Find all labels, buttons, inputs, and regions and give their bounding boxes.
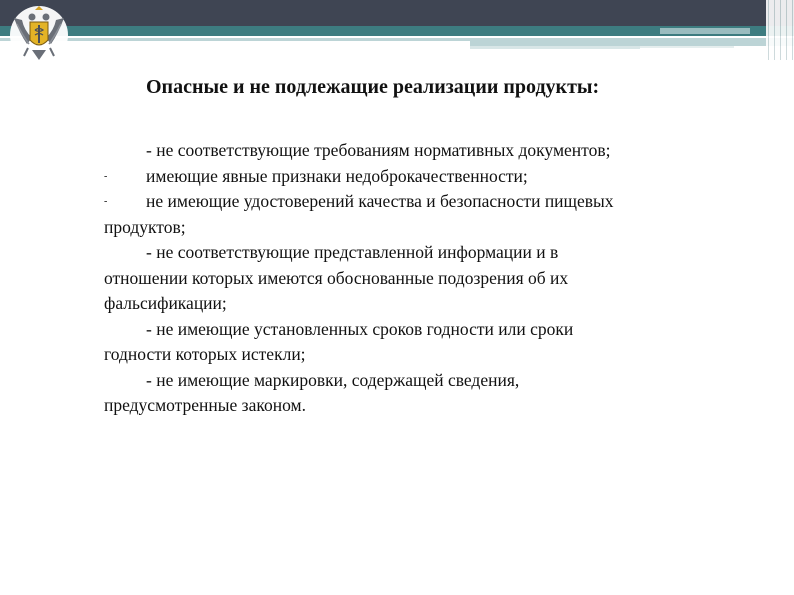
list-item-continuation: продуктов; xyxy=(104,216,186,237)
list-item xyxy=(104,189,754,215)
header-divider-line xyxy=(470,38,794,46)
header-dark-bar xyxy=(0,0,794,26)
list-item xyxy=(104,164,754,190)
list-item-continuation: фальсификации; xyxy=(104,293,227,313)
list-item-continuation: отношении которых имеются обоснованные подозрения об их xyxy=(104,267,569,288)
content-body xyxy=(104,138,754,419)
double-headed-eagle-emblem-icon xyxy=(8,4,70,66)
list-item: - не имеющие установленных сроков годности или сроки xyxy=(146,318,574,339)
list-item-text: не имеющие удостоверений качества и безопасности пищевых xyxy=(146,191,614,211)
header-divider-line xyxy=(640,46,734,48)
header-accent-line xyxy=(660,28,750,34)
list-item: - не соответствующие представленной информации и в xyxy=(146,242,559,262)
list-item-continuation: предусмотренные законом. xyxy=(104,395,306,415)
list-marker: - xyxy=(104,170,108,182)
list-item: - не соответствующие требованиям нормативных документов; xyxy=(146,140,611,160)
slide-title: Опасные и не подлежащие реализации продукты: xyxy=(146,76,600,98)
header-divider-line xyxy=(0,38,470,41)
list-item-text: имеющие явные признаки недоброкачественности; xyxy=(146,165,528,186)
header-right-stripes xyxy=(766,0,794,60)
list-item: - не имеющие маркировки, содержащей сведения, xyxy=(146,369,520,390)
list-marker: - xyxy=(104,196,108,207)
header-divider-line xyxy=(470,46,640,49)
list-item-continuation: годности которых истекли; xyxy=(104,344,306,364)
